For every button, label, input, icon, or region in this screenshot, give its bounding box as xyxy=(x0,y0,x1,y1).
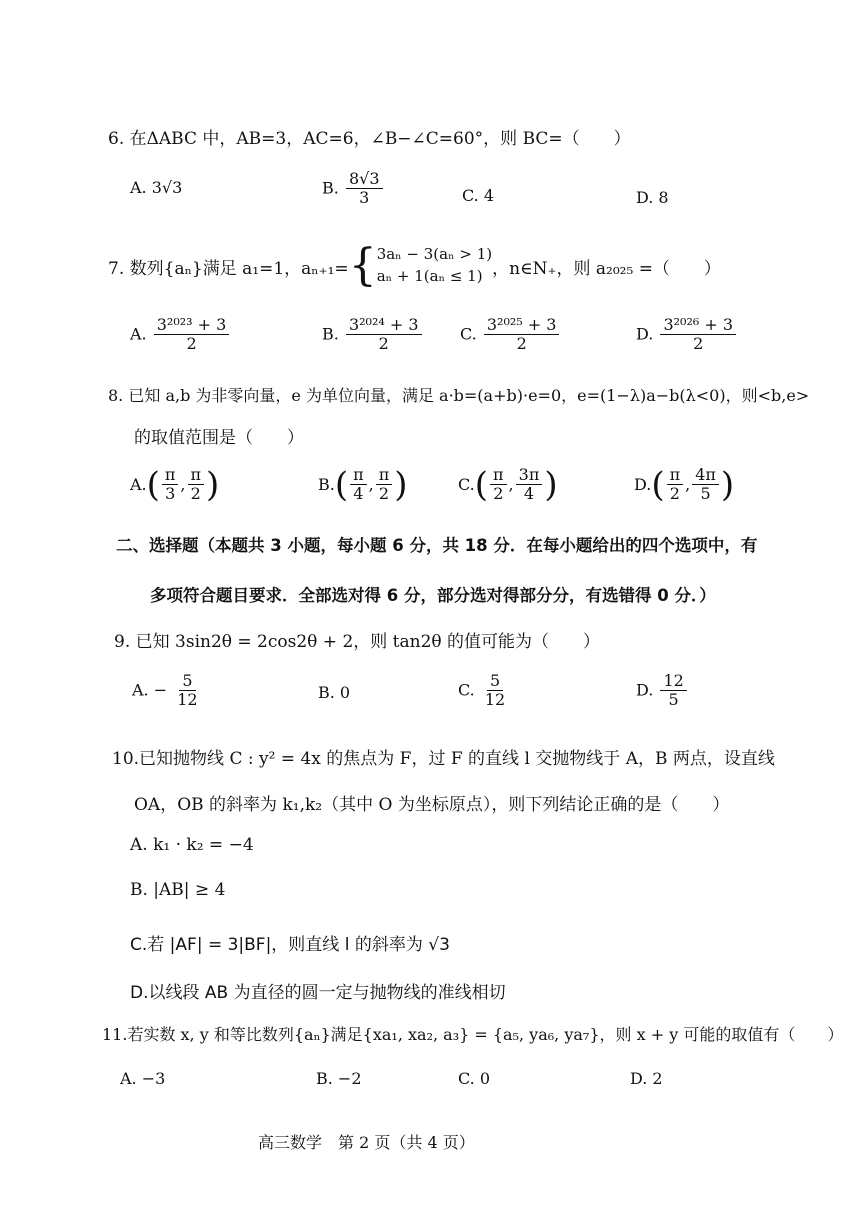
case-2: aₙ + 1(aₙ ≤ 1) xyxy=(376,267,483,285)
fraction: $\frac{3\pi}{4}$ xyxy=(516,466,543,504)
q9-stem: 9. 已知 3sin2θ = 2cos2θ + 2，则 tan2θ 的值可能为（ ） xyxy=(114,632,601,652)
q6-option-b xyxy=(322,170,385,208)
option-value: 3√3 xyxy=(151,178,183,197)
q7-option-b xyxy=(322,316,424,354)
q10-line2: OA，OB 的斜率为 k₁,k₂（其中 O 为坐标原点），则下列结论正确的是（ ） xyxy=(134,795,730,815)
q6-option-d: D. 8 xyxy=(636,188,669,207)
q6-option-c: C. 4 xyxy=(462,186,495,205)
q7-prefix: 7. 数列{aₙ}满足 a₁=1，aₙ₊₁= xyxy=(108,258,349,279)
open-paren: ( xyxy=(146,464,160,505)
close-paren: ) xyxy=(394,464,408,505)
q11-option-b: B. −2 xyxy=(316,1069,362,1088)
q9-option-a xyxy=(132,672,203,710)
option-label: A. − xyxy=(132,680,168,700)
fraction: $\frac{\pi}{2}$ xyxy=(376,466,393,504)
q9-option-d xyxy=(636,672,689,710)
option-label: C. xyxy=(460,324,477,344)
q8-option-c: C. ( $\frac{\pi}{2}$ , $\frac{3\pi}{4}$ ) xyxy=(458,464,558,505)
q10-option-d: D.以线段 AB 为直径的圆一定与抛物线的准线相切 xyxy=(130,983,506,1003)
q10-line1: 10.已知抛物线 C : y² = 4x 的焦点为 F，过 F 的直线 l 交抛物线于 A，B 两点，设直线 xyxy=(112,749,775,769)
q10-option-b: B. |AB| ≥ 4 xyxy=(130,880,226,900)
open-paren: ( xyxy=(651,464,665,505)
option-label: B. xyxy=(322,324,339,344)
option-label: A. xyxy=(130,178,147,197)
fraction: $\frac{12}{5}$ xyxy=(660,672,686,710)
q10-option-a: A. k₁ · k₂ = −4 xyxy=(130,835,254,855)
fraction: $\frac{\text{3²⁰²³ + 3}}{2}$ xyxy=(154,316,230,354)
fraction: $\frac{\pi}{2}$ xyxy=(490,466,507,504)
q6-stem: 6. 在ΔABC 中，AB=3，AC=6，∠B−∠C=60°，则 BC=（ ） xyxy=(108,129,631,149)
close-paren: ) xyxy=(206,464,220,505)
option-label: D. xyxy=(634,475,652,495)
section-2-instructions: 多项符合题目要求．全部选对得 6 分，部分选对得部分分，有选错得 0 分．） xyxy=(150,586,716,605)
q7-stem xyxy=(108,240,721,291)
fraction: $\frac{\pi}{2}$ xyxy=(667,466,684,504)
q7-option-d xyxy=(636,316,738,354)
q8-option-b: B. ( $\frac{\pi}{4}$ , $\frac{\pi}{2}$ ) xyxy=(318,464,408,505)
q7-option-a xyxy=(130,316,231,354)
case-1: 3aₙ − 3(aₙ > 1) xyxy=(376,245,493,264)
option-label: C. xyxy=(458,680,475,700)
q11-option-a: A. −3 xyxy=(120,1069,166,1088)
option-label: A. xyxy=(130,475,147,495)
option-label: D. xyxy=(636,680,654,700)
q9-option-c xyxy=(458,672,510,710)
close-paren: ) xyxy=(544,464,558,505)
q10-option-c: C.若 |AF| = 3|BF|，则直线 l 的斜率为 √3 xyxy=(130,935,450,955)
q8-option-d: D. ( $\frac{\pi}{2}$ , $\frac{4\pi}{5}$ ) xyxy=(634,464,735,505)
section-2-heading: 二、选择题（本题共 3 小题，每小题 6 分，共 18 分．在每小题给出的四个选项中，有 xyxy=(116,536,758,555)
fraction: $\frac{\text{3²⁰²⁶ + 3}}{2}$ xyxy=(660,316,736,354)
piecewise-cases xyxy=(377,244,492,288)
fraction: $\frac{\text{3²⁰²⁴ + 3}}{2}$ xyxy=(346,316,422,354)
q11-option-d: D. 2 xyxy=(630,1069,663,1088)
brace: { xyxy=(348,240,377,291)
q7-suffix: ，n∈N₊，则 a₂₀₂₅ =（ ） xyxy=(492,258,721,279)
option-label: D. xyxy=(636,324,654,344)
fraction: $\frac{\pi}{3}$ xyxy=(162,466,179,504)
close-paren: ) xyxy=(720,464,735,505)
option-label: B. xyxy=(318,475,335,495)
q11-stem: 11.若实数 x, y 和等比数列{aₙ}满足{xa₁, xa₂, a₃} = {a₅, ya₆, ya₇}，则 x + y 可能的取值有（ ） xyxy=(102,1025,844,1044)
option-label: A. xyxy=(130,324,147,344)
q8-line1: 8. 已知 a,b 为非零向量，e 为单位向量，满足 a·b=(a+b)·e=0，e=(1−λ)a−b(λ<0)，则<b,e> xyxy=(108,386,810,405)
option-label: B. xyxy=(322,178,339,198)
fraction: $\frac{5}{12}$ xyxy=(484,671,506,710)
fraction: $\frac{\pi}{2}$ xyxy=(188,466,205,504)
fraction: $\frac{\text{3²⁰²⁵ + 3}}{2}$ xyxy=(484,316,560,354)
page-footer: 高三数学 第 2 页（共 4 页） xyxy=(258,1133,475,1152)
fraction: $\frac{4\pi}{5}$ xyxy=(692,466,719,504)
q9-option-b: B. 0 xyxy=(318,683,351,702)
q8-option-a: A. ( $\frac{\pi}{3}$ , $\frac{\pi}{2}$ ) xyxy=(130,464,220,505)
q6-option-a xyxy=(130,178,182,197)
fraction: $\frac{\pi}{4}$ xyxy=(350,466,367,504)
open-paren: ( xyxy=(334,464,349,505)
fraction: $\frac{8√3}{3}$ xyxy=(346,170,383,208)
option-label: C. xyxy=(458,475,475,495)
q11-option-c: C. 0 xyxy=(458,1069,491,1088)
open-paren: ( xyxy=(474,464,489,505)
q8-line2: 的取值范围是（ ） xyxy=(134,428,304,448)
q7-option-c xyxy=(460,316,561,354)
fraction: $\frac{5}{12}$ xyxy=(177,671,198,710)
